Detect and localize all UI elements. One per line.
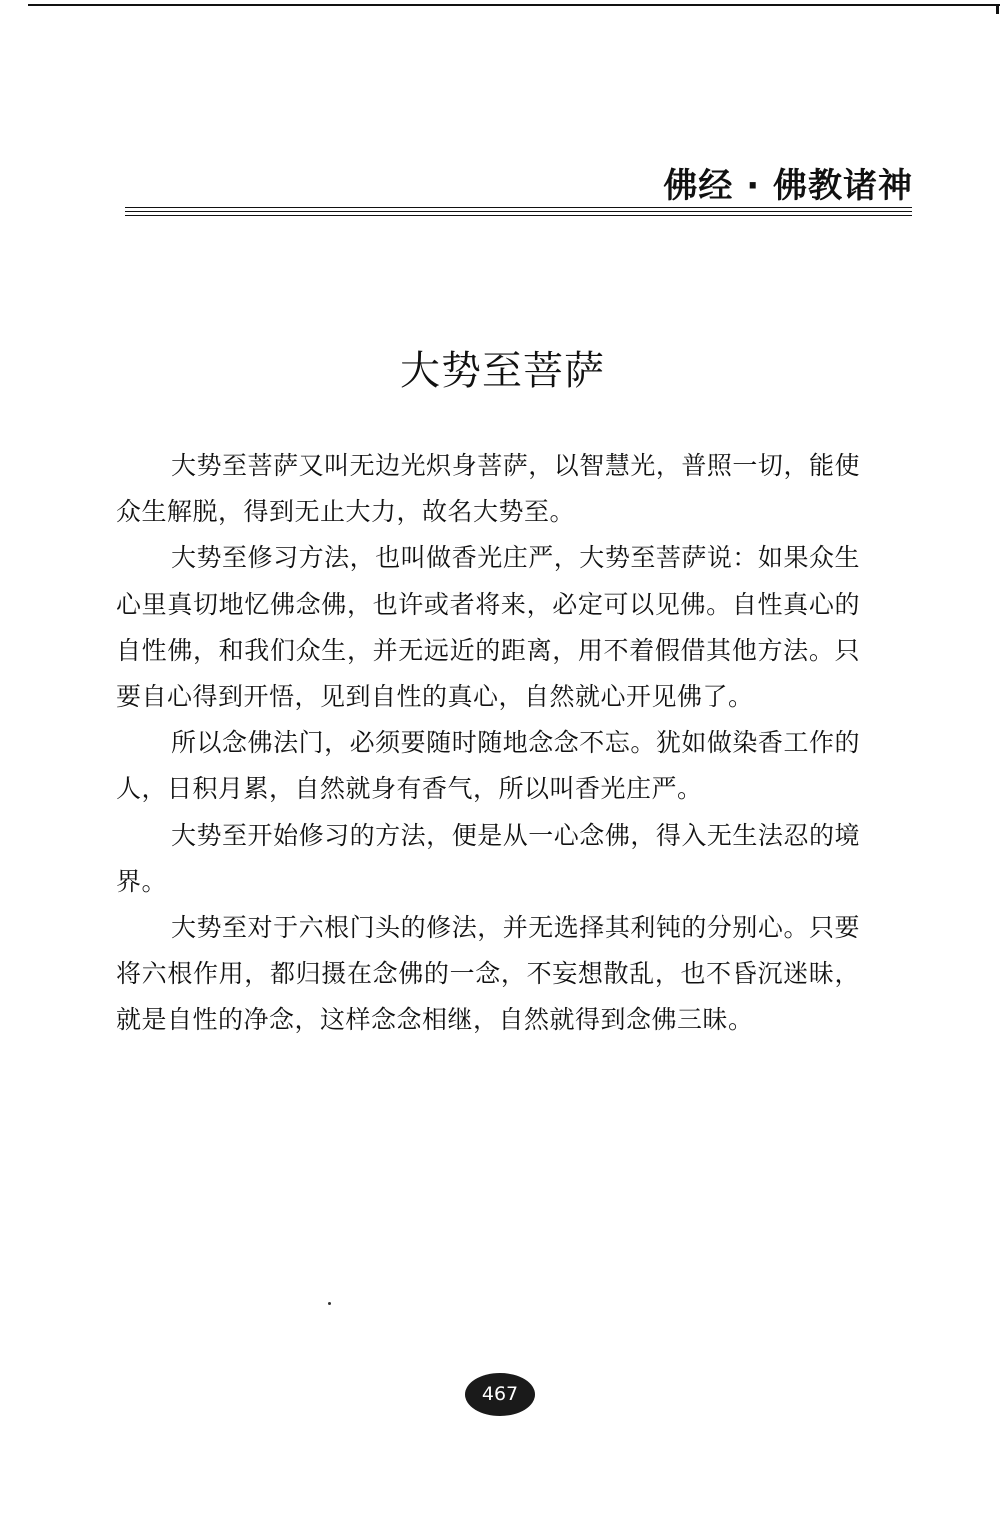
paragraph-5: 大势至对于六根门头的修法，并无选择其利钝的分别心。只要将六根作用，都归摄在念佛的一念，不妄想散乱，也不昏沉迷昧，就是自性的净念，这样念念相继，自然就得到念佛三昧。 (116, 913, 860, 1035)
body-text (116, 443, 860, 1044)
running-header-title: 佛经 · 佛教诸神 (663, 166, 913, 206)
chapter-title: 大势至菩萨 (400, 347, 605, 394)
scan-speck (328, 1302, 331, 1305)
paragraph-2: 大势至修习方法，也叫做香光庄严，大势至菩萨说：如果众生心里真切地忆佛念佛，也许或者将来，必定可以见佛。自性真心的自性佛，和我们众生，并无远近的距离，用不着假借其他方法。只要自心得到开悟，见到自性的真心，自然就心开见佛了。 (116, 543, 860, 712)
page-number-badge: 467 (465, 1373, 535, 1416)
paragraph-1: 大势至菩萨又叫无边光炽身菩萨，以智慧光，普照一切，能使众生解脱，得到无止大力，故名大势至。 (116, 451, 860, 527)
top-border-corner (996, 4, 999, 14)
top-border-rule (28, 4, 1000, 6)
header-rule-bottom (125, 215, 912, 216)
header-rule-middle (125, 211, 912, 212)
paragraph-4: 大势至开始修习的方法，便是从一心念佛，得入无生法忍的境界。 (116, 820, 860, 896)
header-rule-top (125, 207, 912, 208)
paragraph-3: 所以念佛法门，必须要随时随地念念不忘。犹如做染香工作的人，日积月累，自然就身有香气，所以叫香光庄严。 (116, 728, 860, 804)
